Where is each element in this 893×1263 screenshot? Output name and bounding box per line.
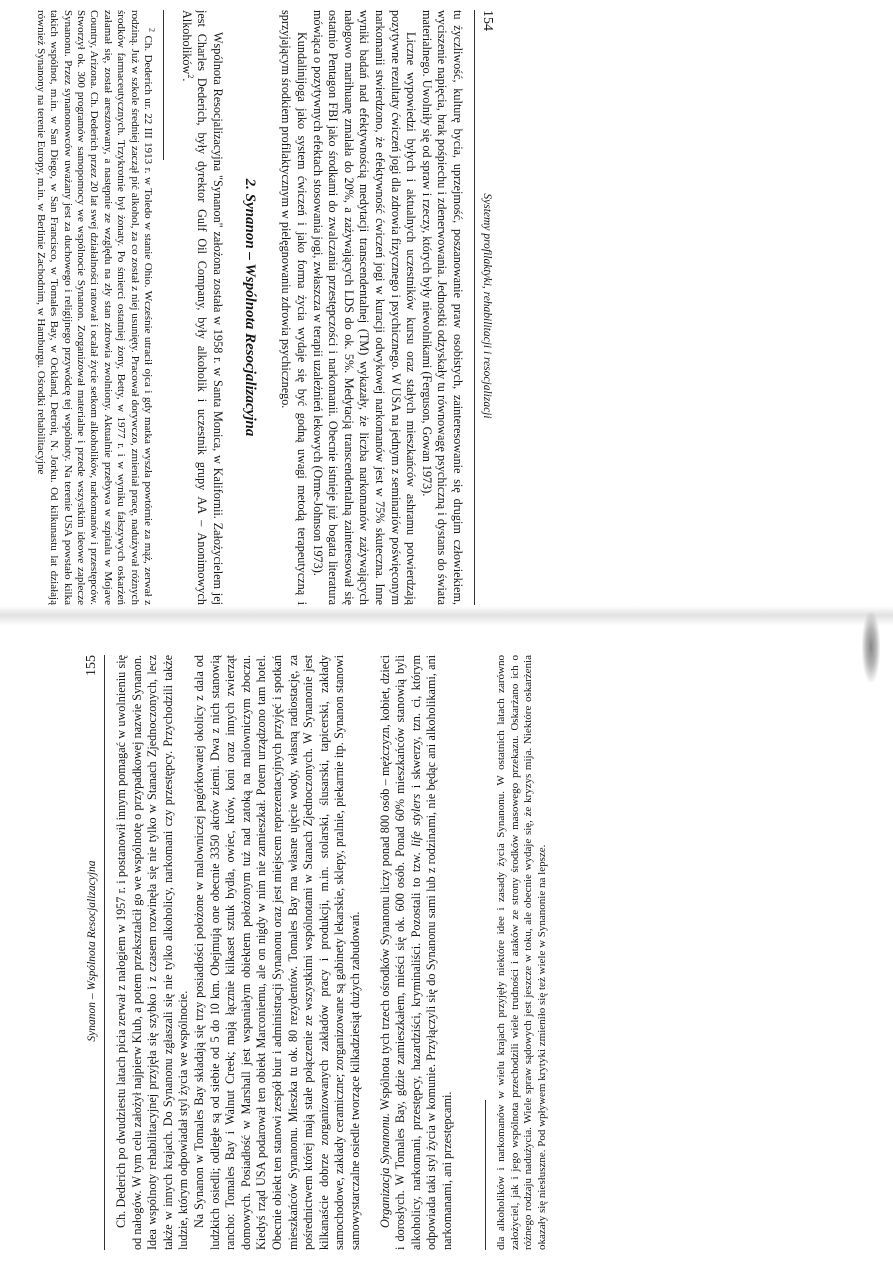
footnote [33,10,157,605]
paragraph: Kundalinijoga jako system ćwiczeń i jako forma życia wydaje się być godną uwagi metodą terapeutyczną i sprzyjającym środkiem profilaktycznym w pielęgnowaniu zdrowia psychicznego. [279,10,310,605]
paragraph-text: i skwerzy, tzn. ci, którym odpowiada taki styl życia w komunie. Przyłączyli się do Synanonu sami lub z rodzinami, nie będąc ani alkoholikami, ani narkomanami, ani przestępcami. [408,655,454,1250]
footnote-continued: dla alkoholików i narkomanów w wielu krajach przyjęły niektóre idee i zasady życia Synanonu. W ostatnich latach zarówno założyciel, jak i jego wspólnota przechodzili wiele trudności i ataków ze strony środków masowego przekazu. Oskarżano ich o różnego rodzaju nadużycia. Wiele spraw sądowych jest jeszcze w toku, ale obecnie wydaje się, że kryzys mija. Niektóre oskarżenia okazały się niesłuszne. Pod wpływem krytyki zmieniło się też wiele w Synanonie na lepsze. [495,655,548,1250]
footnote-text: Ch. Dederich ur. 22 III 1913 r. w Toledo w stanie Ohio. Wcześnie utracił ojca i gdy matka wyszła powtórnie za mąż, zerwał z rodziną. Już w szkole średniej zaczął pić alkohol, za co został z niej usunięty. Pracował dorywczo, zmieniał pracę, nadużywał różnych środków farmaceutycznych. Trzykrotnie był żonaty. Po śmierci ostatniej żony, Betty, w 1977 r. i w wyniku fałszywych oskarżeń załamał się, został aresztowany, a następnie ze względu na zły stan zdrowia zwolniony. Aktualnie przebywa w szpitalu w Mojave Country, Arizona. Ch. Dederich przez 20 lat swej działalności ratował i ocalał życie setkom alkoholików, narkomanów i przestępców. Stworzył ok. 300 programów samopomocy we wspólnocie Synanon. Zorganizował materialne i przede wszystkim ideowe zaplecze Synanonu. Przez synanonowców uważany jest za duchowego i religijnego przywódcę tej wspólnoty. Na terenie USA powstało kilka takich wspólnot, m.in. w San Diego, w San Francisco, w Tomales Bay, w Ockland, Detroit, N. Jorku. Od kilkunastu lat działają również Synanony na terenie Europy, m.in. w Berlinie Zachodnim, w Hamburgu. Ośrodki rehabilitacyjne [34,10,155,605]
paragraph-lead: Organizacja Synanonu. [377,1113,392,1228]
paragraph: tu życzliwość, kulturę bycia, uprzejmość, poszanowanie praw osobistych, zainteresowanie się drugim człowiekiem, wyciszenie napięcia, brak pośpiechu i zdenerwowania. Jednostki odzyskały tu równowagę psychiczną i dystans do świata materialnego. Uwolniły się od spraw i rzeczy, których były niewolnikami (Ferguson, Gowan 1973). [419,10,465,605]
footnote-rule [485,1100,486,1250]
footnote-rule [163,10,164,160]
paragraph: Na Synanon w Tomales Bay składają się trzy posiadłości położone w malowniczej pagórkowatej okolicy z dala od ludzkich osiedli; odległe są od siebie od 5 do 10 km. Obejmują one obecnie 3350 akrów ziemi. Dwa z nich stanowią rancho: Tomales Bay i Walnut Creek; mają łącznie kilkaset sztuk bydła, owiec, krów, koni oraz innych zwierząt domowych. Posiadłość w Marshall jest wspaniałym obiektem położonym tuż nad zatoką na malowniczym zboczu. Kiedyś rząd USA podarował ten obiekt Marconiemu, ale on nigdy w nim nie zamieszkał. Potem urządzono tam hotel. Obecnie obiekt ten stanowi zespół biur i administracji Synanonu oraz jest miejscem reprezentacyjnych przyjęć i spotkań mieszkańców Synanonu. Mieszka tu ok. 80 rezydentów. Tomales Bay ma własne ujęcie wody, własną radiostację, za pośrednictwem której mają stałe połączenie ze wszystkimi wspólnotami w Stanach Zjednoczonych. W Synanonie jest kilkanaście dobrze zorganizowanych zakładów pracy i produkcji, m.in. stolarski, ślusarski, tapicerski, zakłady samochodowe, zakłady ceramiczne; zorganizowane są gabinety lekarskie, sklepy, pralnie, piekarnie itp. Synanon stanowi samowystarczalne osiedle tworzące kilkadziesiąt dużych zabudowań. [191,655,362,1250]
running-title: Synanon – Wspólnota Resocjalizacyjna [86,860,98,1042]
running-head [474,10,495,605]
page-number: 154 [480,10,495,31]
paragraph-text: Wspólnota Resocjalizacyjna "Synanon" założona została w 1958 r. w Santa Monica, w Kalifornii. Założycielem jej jest Charles Dederich, były dyrektor Gulf Oil Company, były alkoholik i uczestnik grupy AA – Anonimowych Alkoholików [179,10,225,605]
paragraph-italic: life stylers [408,793,423,847]
page-155 [84,655,880,1250]
footnote-marker: 2 [147,28,157,32]
running-head [84,655,105,1250]
page-154 [0,10,495,605]
paragraph [378,655,456,1250]
page-number: 155 [84,655,99,677]
scan-fold-shadow [0,606,893,626]
paragraph: Ch. Dederich po dwudziestu latach picia zerwał z nałogiem w 1957 r. i postanowił innym pomagać w uwolnieniu się od nałogów. W tym celu założył najpierw Klub, a potem przekształcił go we wspólnotę o przypadkowej nazwie Synanon. Idea wspólnoty rehabilitacyjnej przyjęła się szybko i z czasem rozwinęła się nie tylko w Stanach Zjednoczonych, lecz także w innych krajach. Do Synanonu zgłaszali się nie tylko alkoholicy, narkomani czy przestępcy. Przychodzili także ludzie, którym odpowiadał styl życia we wspólnocie. [114,655,191,1250]
footnote-reference: 2 [185,74,195,79]
section-title: 2. Synanon – Wspólnota Resocjalizacyjna [241,178,258,437]
running-title: Systemy profilaktyki, rehabilitacji i resocjalizacji [481,193,493,419]
paragraph-text: Wspólnota tych trzech ośrodków Synanonu liczy ponad 800 osób – mężczyzn, kobiet, dzieci i dorosłych. W Tomales Bay, gdzie zamieszkałem, mieści się ok. 600 osób. Ponad 60% mieszkańców stanowią byli alkoholicy, narkomani, przestępcy, hazardziści, kryminaliści. Pozostali to tzw. [377,655,423,1250]
paragraph: Liczne wypowiedzi byłych i aktualnych uczestników kursu oraz stałych mieszkańców ashramu potwierdzają pozytywne rezultaty ćwiczeń jogi dla zdrowia fizycznego i psychicznego. W USA na jednym z seminariów poświęconym narkomanii stwierdzono, że efektywność ćwiczeń jogi w kuracji odwykowej narkomanów jest w 75% skuteczna. Inne wyniki badań nad efektywnością medytacji transcendentalnej (TM) wykazały, że liczba narkomanów zażywających nałogowo marihuanę zmalała do 20%, a zażywających LDS do ok. 5%. Medytacją transcendentalną zainteresował się ostatnio Pentagon FBI jako środkami do zwalczania przestępczości i narkomanii. Obecnie istnieje już bogata literatura mówiąca o pozytywnych efektach stosowania jogi, zwłaszcza w terapii uzależnień lekowych (Orme-Johnson 1973). [310,10,419,605]
paragraph: Wspólnota Resocjalizacyjna "Synanon" założona została w 1958 r. w Santa Monica, w Kalifornii. Założycielem jej jest Charles Dederich, były dyrektor Gulf Oil Company, były alkoholik i uczestnik grupy AA – Anonimowych Alkoholików$^2$. [179,10,225,605]
